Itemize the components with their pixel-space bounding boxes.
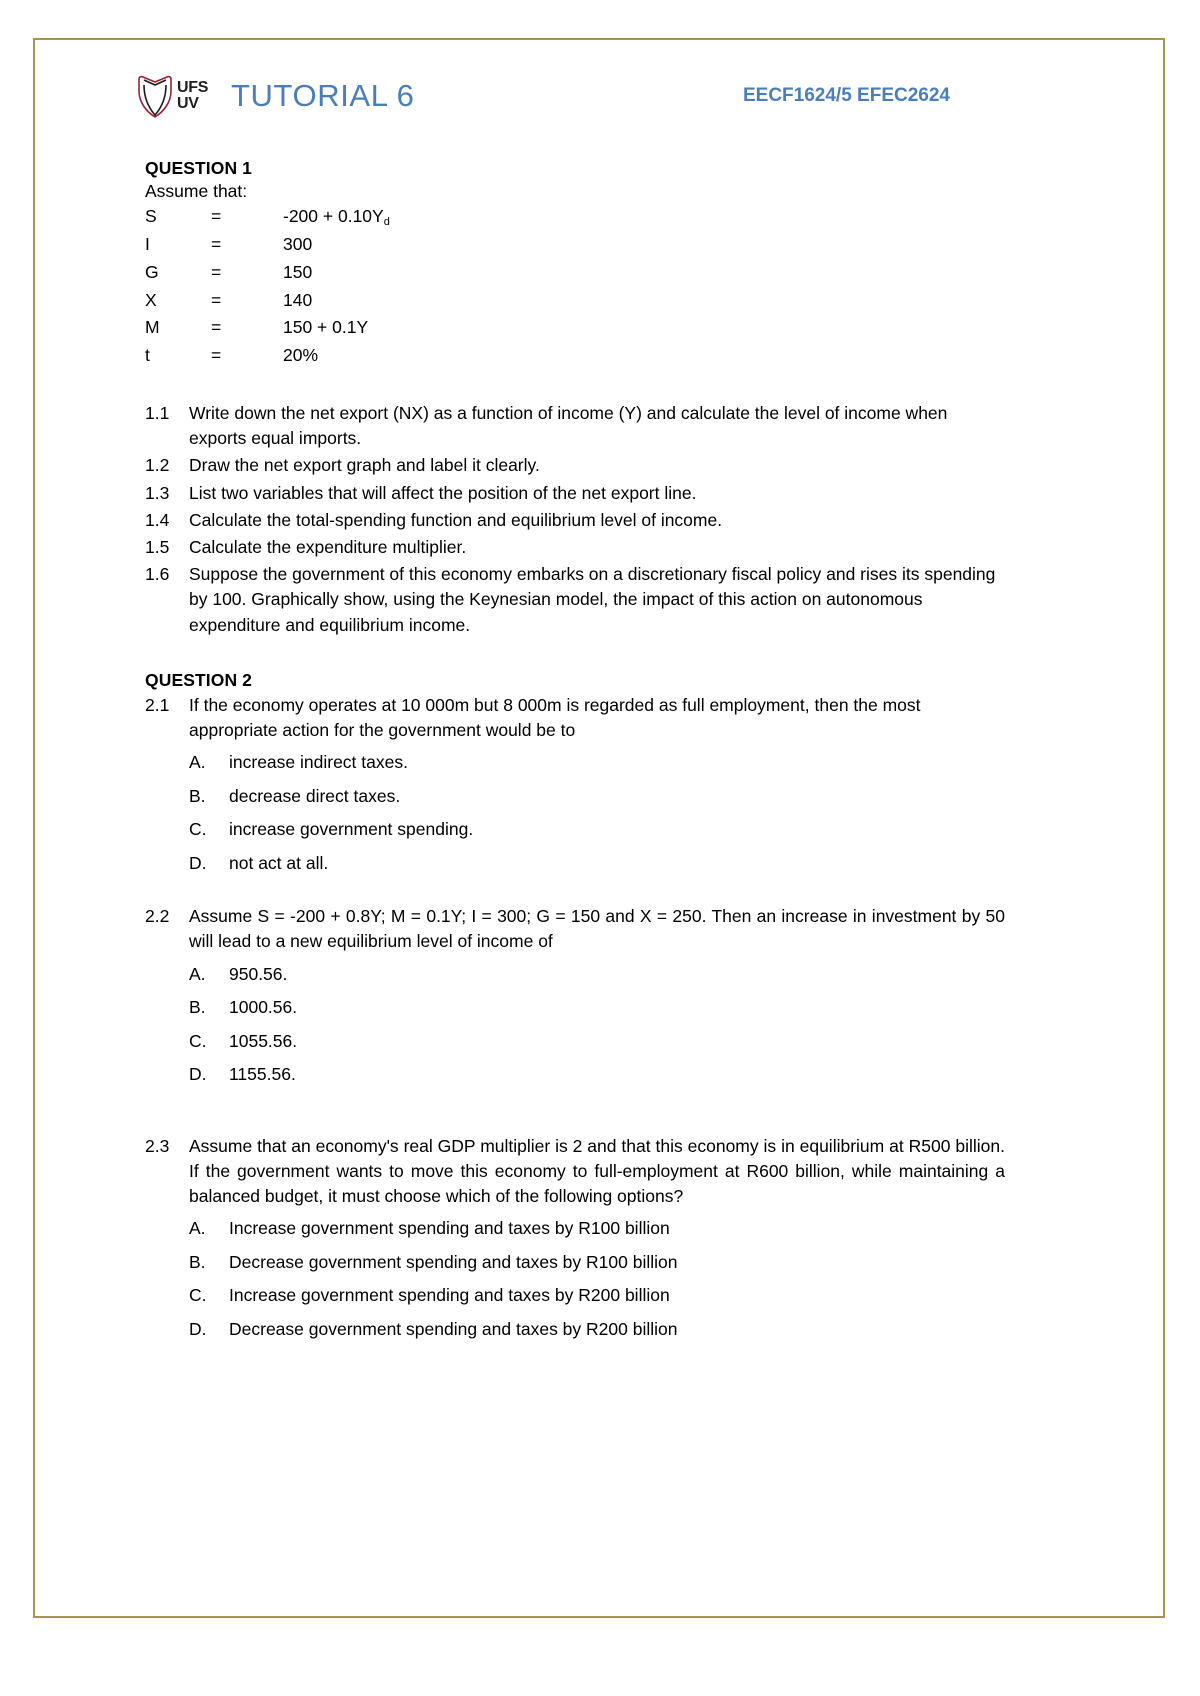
- question-number: 1.5: [145, 537, 170, 557]
- logo-line-ufs: UFS: [177, 79, 209, 96]
- option-2-1-a[interactable]: [189, 750, 1005, 775]
- question-number: 2.1: [145, 694, 170, 715]
- question-item-1-1: [145, 401, 1005, 451]
- option-text: Decrease government spending and taxes by R200 billion: [229, 1318, 678, 1339]
- document-header: [135, 60, 1005, 132]
- question-text: Assume that an economy's real GDP multiplier is 2 and that this economy is in equilibrium at R500 billion. If the government wants to move this economy to full-employment at R600 billion, while maintaining a balanced budget, it must choose which of the following options?: [189, 1135, 1005, 1206]
- assumption-value: [283, 204, 390, 232]
- question-text: Calculate the total-spending function and equilibrium level of income.: [189, 509, 723, 530]
- assumption-symbol: X: [145, 289, 157, 310]
- option-text: 1155.56.: [229, 1064, 296, 1084]
- option-letter: D.: [189, 1318, 207, 1339]
- option-text: Increase government spending and taxes by R100 billion: [229, 1218, 670, 1239]
- option-letter: D.: [189, 1064, 207, 1084]
- table-row: [145, 288, 390, 316]
- option-2-3-c[interactable]: [189, 1283, 1005, 1308]
- option-text: not act at all.: [229, 852, 329, 873]
- question-1-intro: Assume that:: [145, 181, 248, 201]
- assumption-equals: =: [211, 289, 222, 310]
- option-letter: B.: [189, 785, 206, 806]
- question-item-2-3: [145, 1134, 1005, 1210]
- assumption-equals: =: [211, 345, 222, 366]
- question-number: 2.3: [145, 1135, 170, 1156]
- assumption-value: 150 + 0.1Y: [283, 317, 369, 338]
- option-text: Decrease government spending and taxes by R100 billion: [229, 1251, 678, 1272]
- assumption-subscript: d: [383, 216, 390, 228]
- option-letter: B.: [189, 997, 206, 1017]
- table-row: [145, 315, 390, 343]
- question-item-1-5: [145, 535, 1005, 560]
- question-1-heading: QUESTION 1: [145, 158, 252, 178]
- option-letter: A.: [189, 1218, 206, 1239]
- table-row: [145, 260, 390, 288]
- ufs-uv-shield-logo-icon: [135, 73, 175, 119]
- question-item-2-2: [145, 904, 1005, 954]
- option-2-1-b[interactable]: [189, 784, 1005, 809]
- option-text: 950.56.: [229, 963, 288, 984]
- assumption-equals: =: [211, 206, 222, 226]
- options-list-2-1: [135, 750, 1005, 875]
- table-row: [145, 204, 390, 232]
- option-2-2-c[interactable]: [189, 1029, 1005, 1054]
- option-letter: B.: [189, 1251, 206, 1272]
- assumption-symbol: S: [145, 206, 157, 226]
- assumption-symbol: t: [145, 345, 150, 366]
- option-text: Increase government spending and taxes by R200 billion: [229, 1285, 670, 1306]
- option-text: decrease direct taxes.: [229, 785, 401, 806]
- option-2-3-a[interactable]: [189, 1216, 1005, 1241]
- assumption-equals: =: [211, 317, 222, 338]
- course-code: EECF1624/5 EFEC2624: [742, 85, 950, 106]
- option-letter: A.: [189, 963, 206, 984]
- option-2-3-b[interactable]: [189, 1250, 1005, 1275]
- question-number: 1.2: [145, 455, 170, 476]
- question-item-1-2: [145, 453, 1005, 478]
- options-list-2-2: [135, 962, 1005, 1087]
- document-page: [33, 38, 1165, 1618]
- spacer: [135, 640, 1005, 670]
- page-content: [135, 60, 1005, 1350]
- assumption-symbol: G: [145, 261, 159, 282]
- spacer: [135, 1096, 1005, 1134]
- question-2-heading: QUESTION 2: [145, 669, 252, 690]
- question-number: 1.4: [145, 509, 170, 530]
- option-2-2-d[interactable]: [189, 1062, 1005, 1087]
- question-text: Suppose the government of this economy embarks on a discretionary fiscal policy and rises its spending by 100. Graphically show, using the Keynesian model, the impact of this action on autonomous expenditure and equilibrium income.: [189, 564, 996, 635]
- option-letter: A.: [189, 752, 206, 773]
- option-letter: C.: [189, 1285, 207, 1306]
- question-number: 2.2: [145, 906, 170, 927]
- question-number: 1.3: [145, 482, 170, 503]
- logo-line-uv: UV: [177, 95, 199, 112]
- question-text: Calculate the expenditure multiplier.: [189, 537, 467, 557]
- assumption-symbol: I: [145, 233, 150, 254]
- question-item-1-3: [145, 481, 1005, 506]
- option-text: 1055.56.: [229, 1030, 298, 1051]
- spacer: [135, 884, 1005, 904]
- question-item-1-6: [145, 562, 1005, 638]
- options-list-2-3: [135, 1216, 1005, 1341]
- option-letter: C.: [189, 819, 207, 840]
- question-text: Assume S = -200 + 0.8Y; M = 0.1Y; I = 300; G = 150 and X = 250. Then an increase in investment by 50 will lead to a new equilibrium level of income of: [189, 906, 1005, 952]
- assumption-value: 300: [283, 233, 313, 254]
- option-letter: C.: [189, 1030, 207, 1051]
- question-number: 1.1: [145, 403, 170, 424]
- question-text: List two variables that will affect the position of the net export line.: [189, 482, 697, 503]
- question-item-1-4: [145, 508, 1005, 533]
- page-title: TUTORIAL 6: [231, 78, 415, 113]
- table-row: [145, 232, 390, 260]
- assumption-value-text: -200 + 0.10Y: [283, 206, 384, 226]
- table-row: [145, 343, 390, 371]
- logo-wordmark: [177, 80, 208, 112]
- option-2-3-d[interactable]: [189, 1317, 1005, 1342]
- question-number: 1.6: [145, 564, 170, 585]
- question-text: If the economy operates at 10 000m but 8 000m is regarded as full employment, then the most appropriate action for the government would be to: [189, 694, 921, 740]
- institution-logo: [135, 73, 231, 119]
- question-text: Draw the net export graph and label it clearly.: [189, 455, 540, 476]
- option-2-1-d[interactable]: [189, 851, 1005, 876]
- option-text: increase government spending.: [229, 819, 474, 840]
- option-letter: D.: [189, 852, 207, 873]
- assumption-value: 20%: [283, 345, 319, 366]
- option-2-2-b[interactable]: [189, 995, 1005, 1020]
- assumption-value: 150: [283, 261, 313, 282]
- question-text: Write down the net export (NX) as a function of income (Y) and calculate the level of income when exports equal imports.: [189, 403, 948, 449]
- option-text: increase indirect taxes.: [229, 752, 408, 773]
- assumption-equals: =: [211, 233, 222, 254]
- assumption-equals: =: [211, 261, 222, 282]
- assumptions-table: [145, 204, 390, 371]
- spacer: [135, 371, 1005, 401]
- option-2-2-a[interactable]: [189, 962, 1005, 987]
- assumption-value: 140: [283, 289, 313, 310]
- question-item-2-1: [145, 693, 1005, 743]
- option-text: 1000.56.: [229, 997, 298, 1017]
- assumption-symbol: M: [145, 317, 160, 338]
- option-2-1-c[interactable]: [189, 817, 1005, 842]
